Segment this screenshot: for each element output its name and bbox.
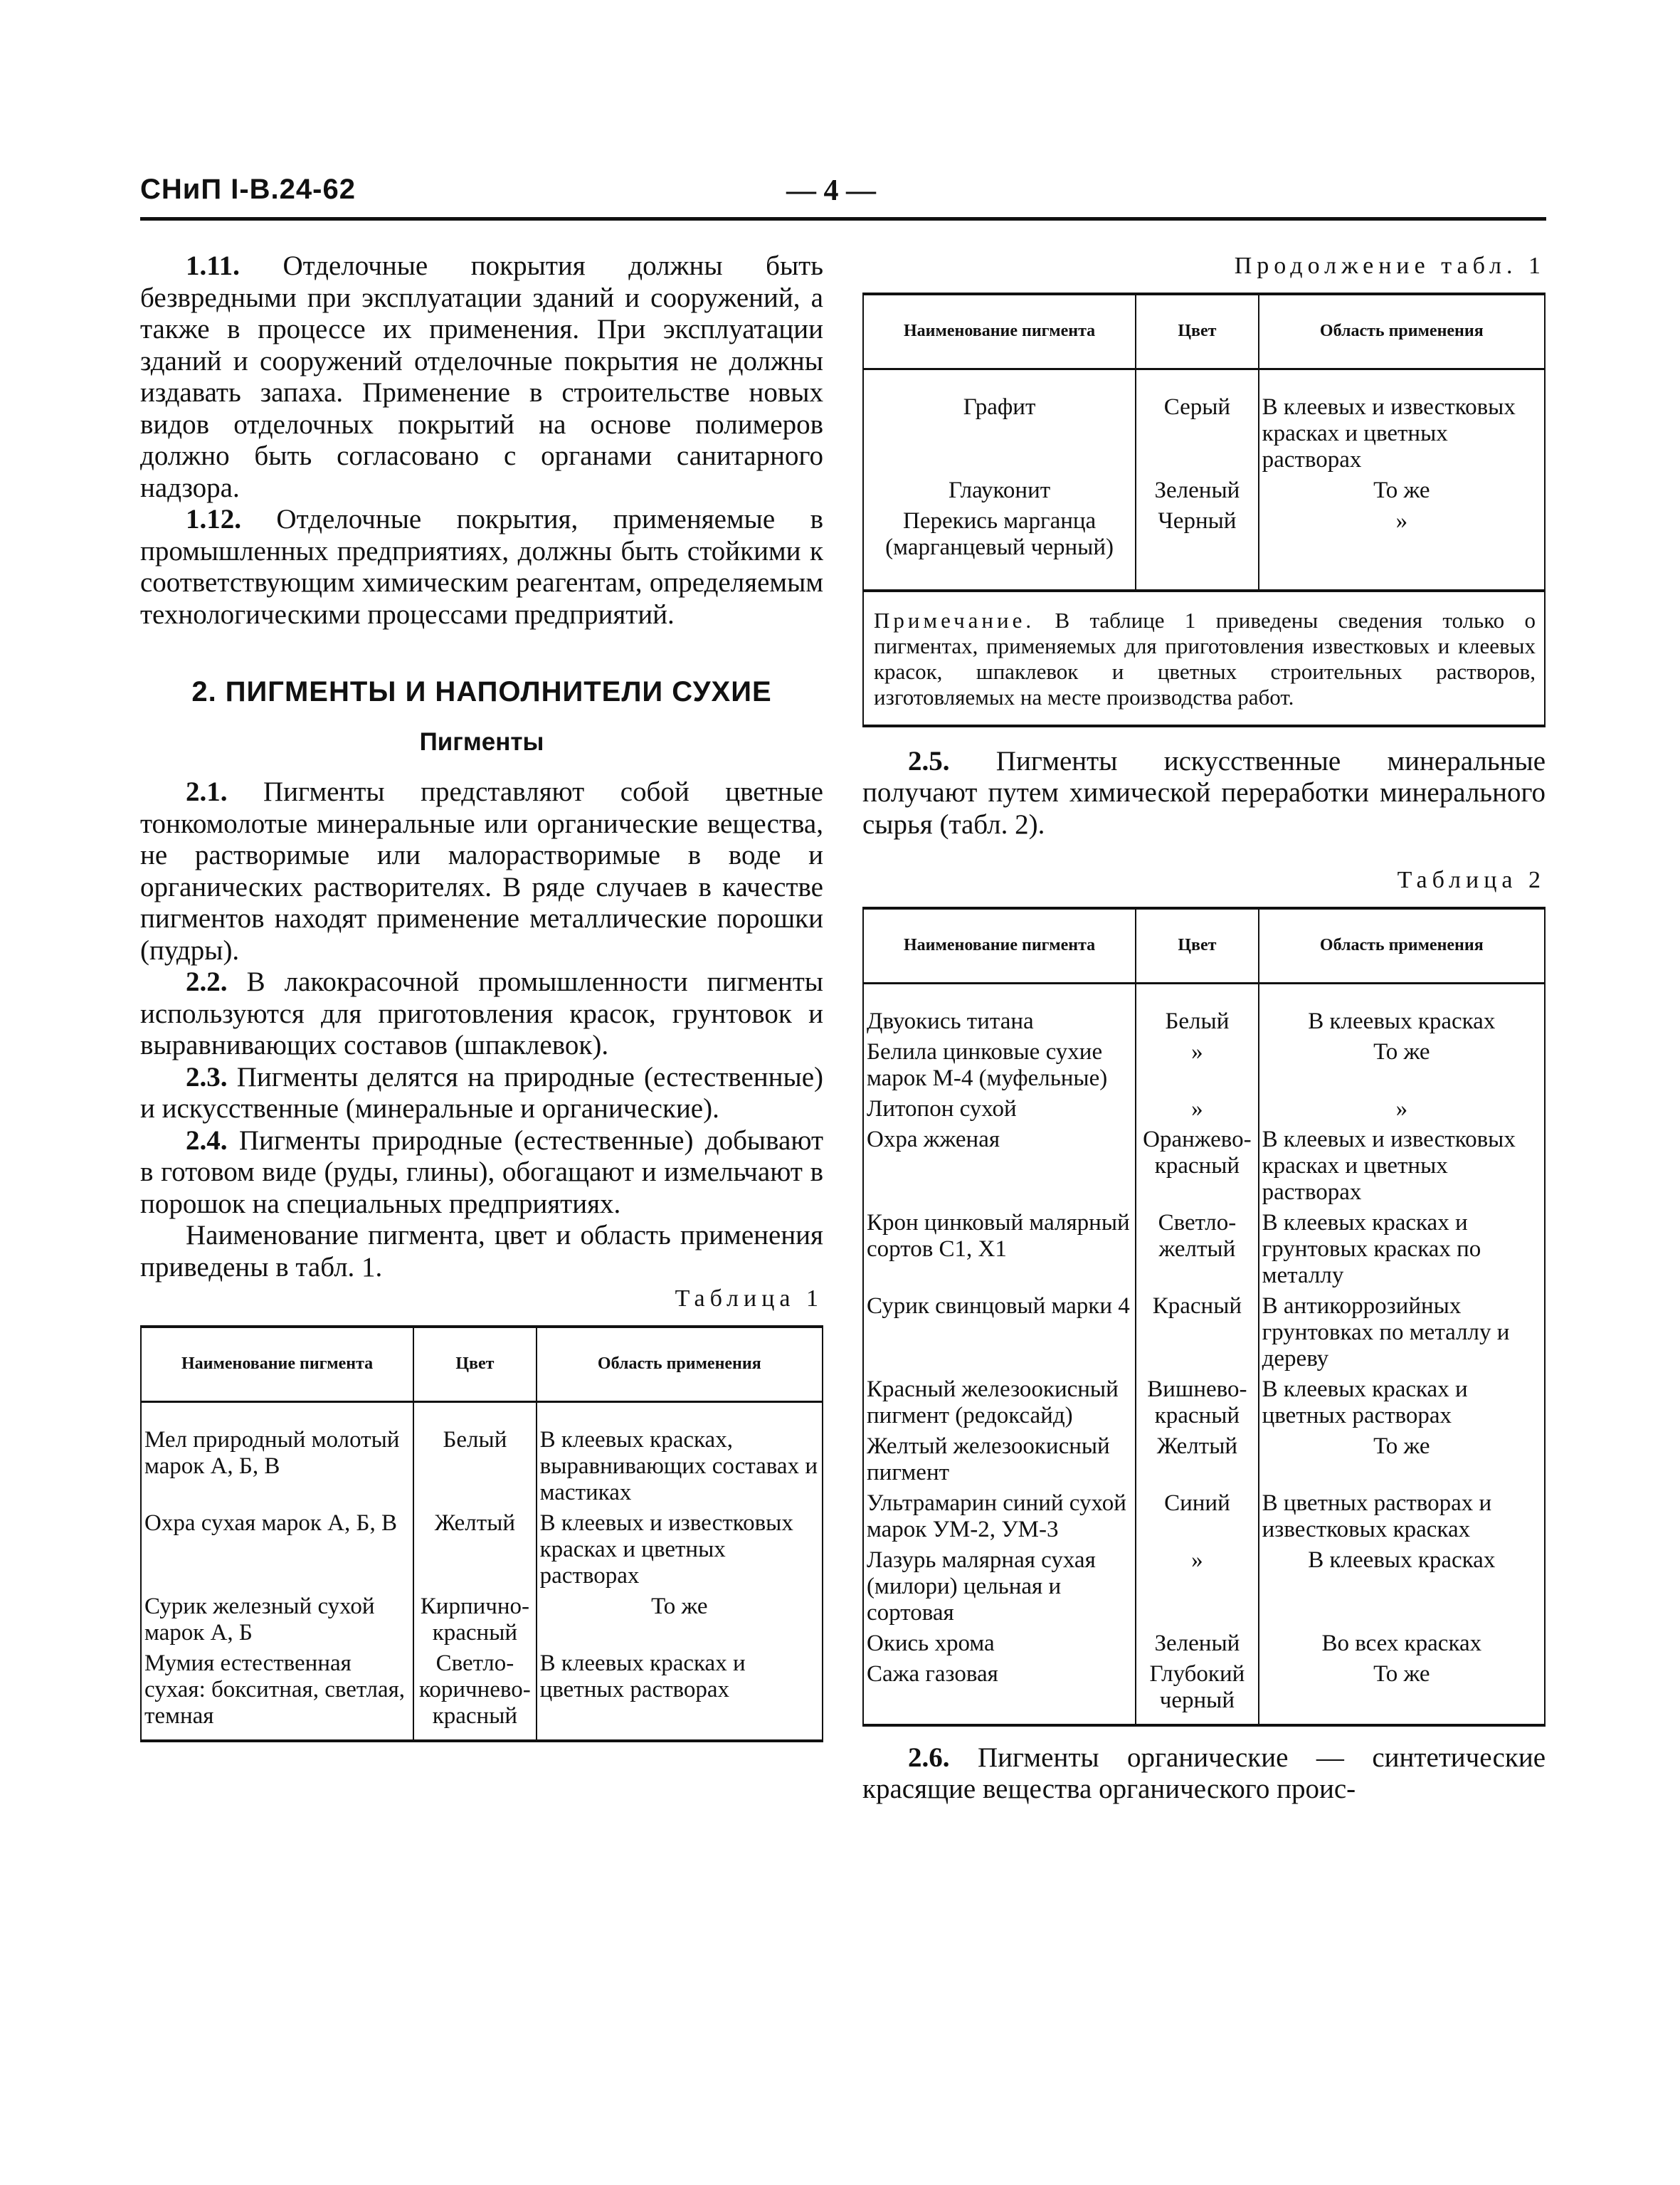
- clause-number: 1.11.: [186, 251, 240, 281]
- paragraph-2-6: [862, 1742, 1546, 1806]
- clause-text: Пигменты органические — синтетические красящие вещества органического проис-: [862, 1742, 1546, 1804]
- pigment-color: »: [1136, 1546, 1258, 1629]
- pigment-name: Глауконит: [863, 476, 1136, 507]
- clause-number: 2.6.: [908, 1742, 950, 1773]
- clause-number: 2.5.: [908, 745, 950, 776]
- note-label: Примечание.: [874, 607, 1035, 633]
- pigment-color: Белый: [413, 1401, 536, 1509]
- pigment-use: То же: [1259, 1660, 1545, 1725]
- pigment-color: Светло-желтый: [1136, 1209, 1258, 1292]
- table-row: [863, 1038, 1545, 1095]
- column-header-use: Область применения: [1259, 294, 1545, 369]
- table-row: [863, 1375, 1545, 1432]
- pigment-color: Черный: [1136, 507, 1258, 591]
- column-header-use: Область применения: [1259, 908, 1545, 984]
- pigment-color: Кирпично-красный: [413, 1592, 536, 1649]
- table-1: [140, 1325, 823, 1742]
- page-number: — 4 —: [786, 174, 876, 207]
- table-row: [863, 476, 1545, 507]
- column-header-color: Цвет: [1136, 908, 1258, 984]
- table-row: [863, 1209, 1545, 1292]
- pigment-name: Окись хрома: [863, 1629, 1136, 1660]
- pigment-use: В антикоррозийных грунтовках по металлу и дереву: [1259, 1292, 1545, 1375]
- table-row: [863, 1489, 1545, 1546]
- section-title: 2. ПИГМЕНТЫ И НАПОЛНИТЕЛИ СУХИЕ: [191, 676, 772, 707]
- pigment-name: Перекись марганца (марганцевый черный): [863, 507, 1136, 591]
- paragraph-2-2: [140, 967, 823, 1062]
- pigment-use: В клеевых красках и грунтовых красках по металлу: [1259, 1209, 1545, 1292]
- pigment-use: В клеевых и известковых красках и цветных растворах: [537, 1509, 823, 1592]
- clause-text: Пигменты искусственные минеральные получают путем химической переработки минерального сырья (табл. 2).: [862, 745, 1546, 840]
- pigment-use: В клеевых и известковых красках и цветных растворах: [1259, 1125, 1545, 1209]
- table-1-continuation: [862, 293, 1546, 592]
- pigment-use: »: [1259, 507, 1545, 591]
- subsection-title: Пигменты: [419, 727, 544, 756]
- table-header-row: [863, 294, 1545, 369]
- pigment-use: Во всех красках: [1259, 1629, 1545, 1660]
- pigment-use: В клеевых и известковых красках и цветных растворах: [1259, 369, 1545, 476]
- pigment-name: Мумия естественная сухая: бокситная, светлая, темная: [141, 1649, 413, 1741]
- clause-number: 2.2.: [186, 967, 228, 997]
- header-rule: [140, 217, 1546, 221]
- pigment-use: В клеевых красках и цветных растворах: [537, 1649, 823, 1741]
- table-row: [863, 1546, 1545, 1629]
- pigment-color: Вишнево-красный: [1136, 1375, 1258, 1432]
- pigment-name: Мел природный молотый марок А, Б, В: [141, 1401, 413, 1509]
- pigment-color: Светло-коричнево-красный: [413, 1649, 536, 1741]
- table-row: [863, 1292, 1545, 1375]
- paragraph-intro-table-1: Наименование пигмента, цвет и область применения приведены в табл. 1.: [140, 1220, 823, 1283]
- pigment-name: Желтый железоокисный пигмент: [863, 1432, 1136, 1489]
- clause-number: 2.1.: [186, 776, 228, 807]
- pigment-name: Охра жженая: [863, 1125, 1136, 1209]
- pigment-name: Литопон сухой: [863, 1095, 1136, 1125]
- pigment-color: Зеленый: [1136, 476, 1258, 507]
- table-row: [141, 1401, 823, 1509]
- table-row: [141, 1592, 823, 1649]
- pigment-name: Лазурь малярная сухая (милори) цельная и сортовая: [863, 1546, 1136, 1629]
- pigment-use: В цветных растворах и известковых красках: [1259, 1489, 1545, 1546]
- column-header-name: Наименование пигмента: [863, 294, 1136, 369]
- column-header-color: Цвет: [1136, 294, 1258, 369]
- pigment-name: Охра сухая марок А, Б, В: [141, 1509, 413, 1592]
- pigment-use: То же: [1259, 1038, 1545, 1095]
- column-header-name: Наименование пигмента: [863, 908, 1136, 984]
- paragraph-2-5: [862, 746, 1546, 841]
- clause-text: Пигменты делятся на природные (естественные) и искусственные (минеральные и органические).: [140, 1061, 824, 1124]
- table-note: [862, 592, 1546, 727]
- clause-text: Пигменты природные (естественные) добывают в готовом виде (руды, глины), обогащают и измельчают в порошок на специальных предприятиях.: [140, 1125, 824, 1219]
- paragraph-2-3: [140, 1062, 823, 1125]
- document-code: СНиП I-В.24-62: [140, 174, 356, 205]
- pigment-use: В клеевых красках и цветных растворах: [1259, 1375, 1545, 1432]
- table-row: [863, 1432, 1545, 1489]
- note-text: В таблице 1 приведены сведения только о пигментах, применяемых для приготовления известковых и клеевых красок, шпаклевок и цветных строительных растворов, изготовляемых на месте производства работ.: [874, 607, 1536, 710]
- table-row: [863, 983, 1545, 1038]
- table-row: [863, 1629, 1545, 1660]
- table-1-caption: Таблица 1: [675, 1285, 823, 1312]
- paragraph-2-4: [140, 1125, 823, 1221]
- pigment-use: »: [1259, 1095, 1545, 1125]
- pigment-name: Двуокись титана: [863, 983, 1136, 1038]
- table-1-continuation-caption: Продолжение табл. 1: [1234, 253, 1546, 279]
- pigment-color: »: [1136, 1038, 1258, 1095]
- pigment-name: Белила цинковые сухие марок М-4 (муфельные): [863, 1038, 1136, 1095]
- pigment-name: Графит: [863, 369, 1136, 476]
- pigment-color: Зеленый: [1136, 1629, 1258, 1660]
- pigment-use: То же: [1259, 476, 1545, 507]
- clause-number: 1.12.: [186, 504, 241, 535]
- paragraph-1-12: [140, 504, 823, 631]
- clause-number: 2.3.: [186, 1061, 228, 1092]
- column-header-name: Наименование пигмента: [141, 1327, 413, 1402]
- left-column: [140, 251, 823, 1742]
- pigment-name: Красный железоокисный пигмент (редоксайд): [863, 1375, 1136, 1432]
- table-2: [862, 907, 1546, 1727]
- pigment-color: Глубокий черный: [1136, 1660, 1258, 1725]
- pigment-use: В клеевых красках: [1259, 1546, 1545, 1629]
- pigment-name: Сурик железный сухой марок А, Б: [141, 1592, 413, 1649]
- column-header-use: Область применения: [537, 1327, 823, 1402]
- table-2-caption: Таблица 2: [1397, 867, 1546, 893]
- table-row: [863, 1125, 1545, 1209]
- pigment-color: Желтый: [413, 1509, 536, 1592]
- table-row: [141, 1649, 823, 1741]
- pigment-name: Ультрамарин синий сухой марок УМ-2, УМ-3: [863, 1489, 1136, 1546]
- pigment-color: Серый: [1136, 369, 1258, 476]
- pigment-color: Желтый: [1136, 1432, 1258, 1489]
- pigment-use: В клеевых красках: [1259, 983, 1545, 1038]
- pigment-use: То же: [537, 1592, 823, 1649]
- table-row: [141, 1509, 823, 1592]
- table-header-row: [863, 908, 1545, 984]
- table-row: [863, 369, 1545, 476]
- pigment-color: Белый: [1136, 983, 1258, 1038]
- clause-number: 2.4.: [186, 1125, 228, 1156]
- pigment-color: Оранжево-красный: [1136, 1125, 1258, 1209]
- pigment-name: Сажа газовая: [863, 1660, 1136, 1725]
- table-header-row: [141, 1327, 823, 1402]
- pigment-color: Синий: [1136, 1489, 1258, 1546]
- right-column: [862, 251, 1546, 1806]
- table-row: [863, 1660, 1545, 1725]
- clause-text: Отделочные покрытия, применяемые в промышленных предприятиях, должны быть стойкими к соответствующим химическим реагентам, определяемым технологическими процессами предприятий.: [140, 504, 823, 630]
- table-row: [863, 1095, 1545, 1125]
- pigment-name: Крон цинковый малярный сортов С1, Х1: [863, 1209, 1136, 1292]
- paragraph-2-1: [140, 776, 823, 967]
- pigment-use: То же: [1259, 1432, 1545, 1489]
- table-row: [863, 507, 1545, 591]
- pigment-name: Сурик свинцовый марки 4: [863, 1292, 1136, 1375]
- pigment-color: »: [1136, 1095, 1258, 1125]
- clause-text: В лакокрасочной промышленности пигменты используются для приготовления красок, грунтовок и выравнивающих составов (шпаклевок).: [140, 967, 823, 1060]
- column-header-color: Цвет: [413, 1327, 536, 1402]
- paragraph-1-11: [140, 251, 823, 504]
- clause-text: Отделочные покрытия должны быть безвредными при эксплуатации зданий и сооружений, а также в процессе их применения. При эксплуатации зданий и сооружений отделочные покрытия не должны издавать запаха. Применение в строительстве новых видов отделочных покрытий на основе полимеров должно быть согласовано с органами санитарного надзора.: [140, 251, 824, 503]
- pigment-color: Красный: [1136, 1292, 1258, 1375]
- pigment-use: В клеевых красках, выравнивающих составах и мастиках: [537, 1401, 823, 1509]
- clause-text: Пигменты представляют собой цветные тонкомолотые минеральные или органические вещества, не растворимые или малорастворимые в воде и органических растворителях. В ряде случаев в качестве пигментов находят применение металлические порошки (пудры).: [140, 776, 823, 966]
